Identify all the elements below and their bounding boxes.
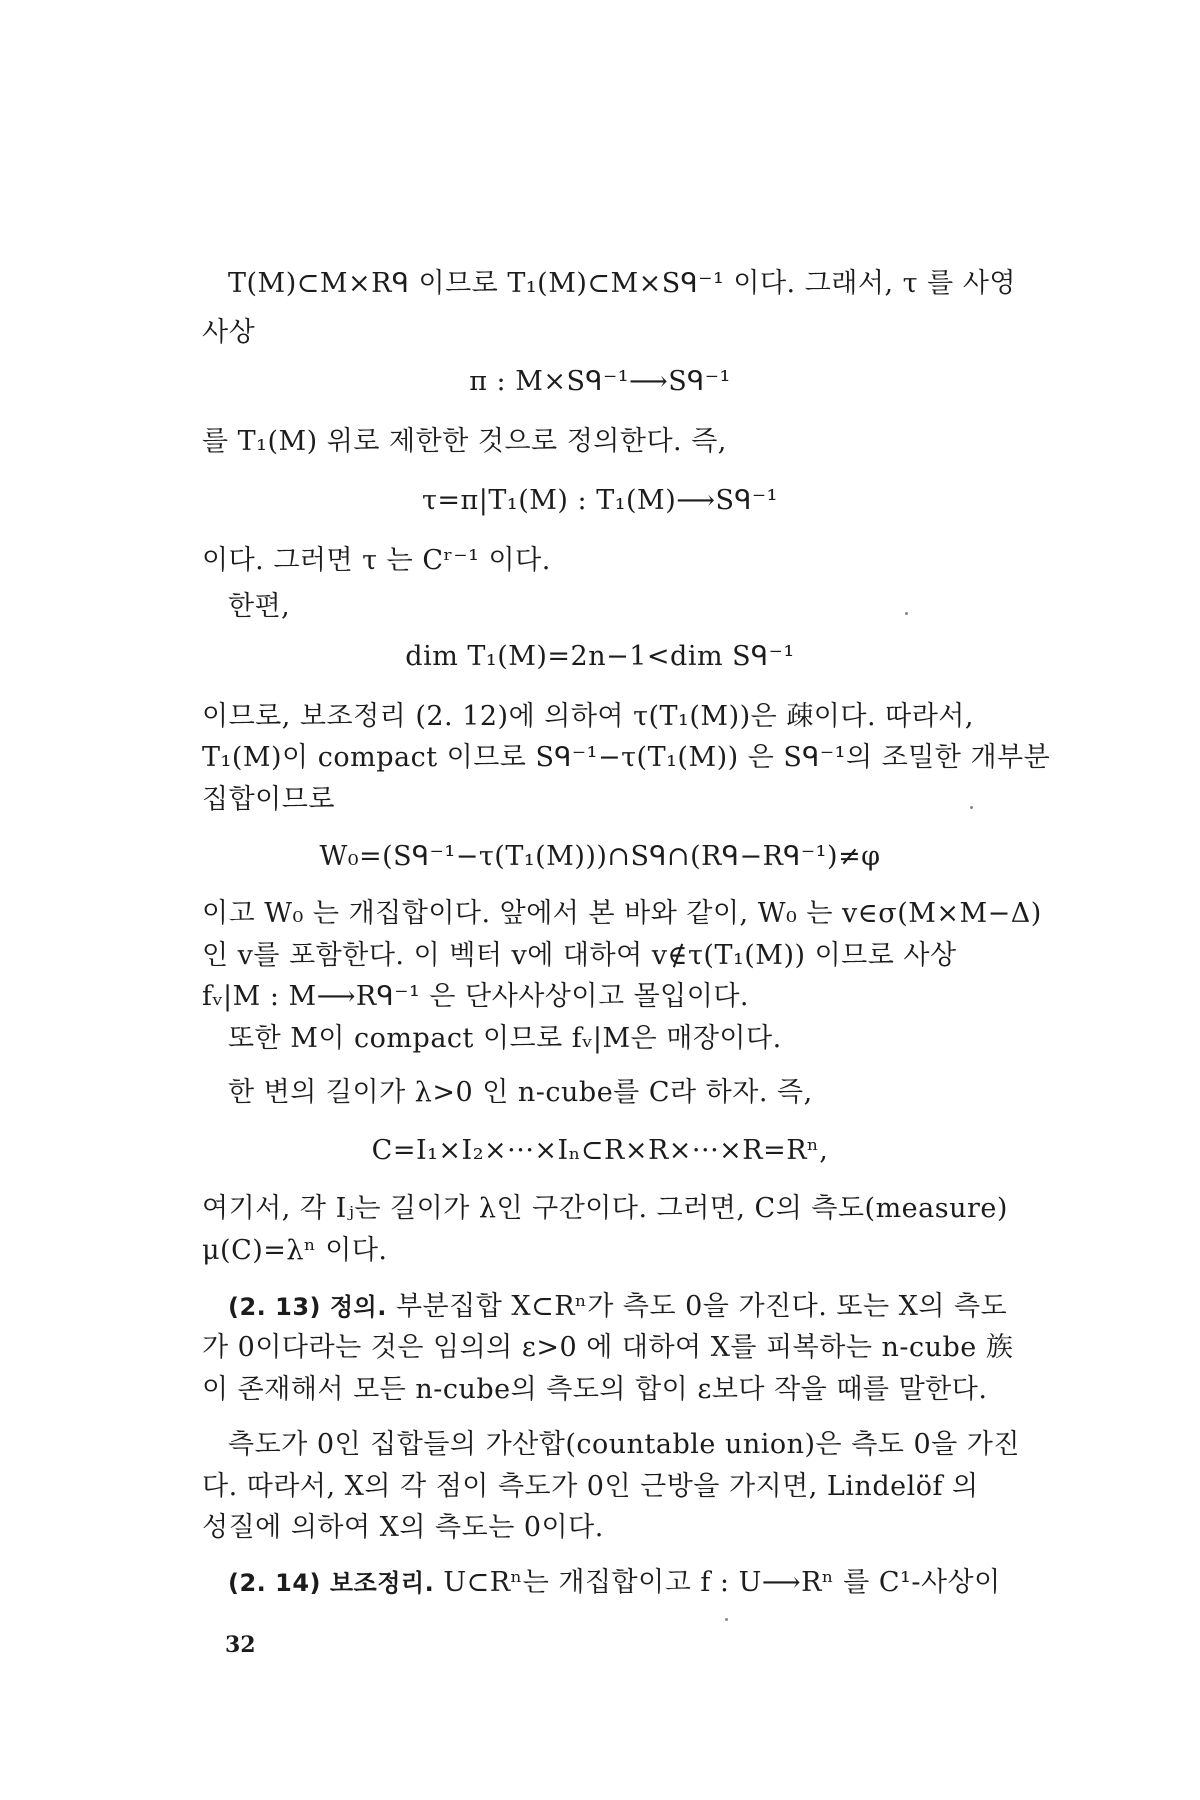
lemma-text: U⊂Rⁿ는 개집합이고 f : U⟶Rⁿ 를 C¹-사상이 bbox=[443, 1567, 1001, 1598]
text-line-20: 성질에 의하여 X의 측도는 0이다. bbox=[202, 1512, 604, 1543]
text-line-9: 이고 W₀ 는 개집합이다. 앞에서 본 바와 같이, W₀ 는 v∈σ(M×M−Δ) bbox=[202, 898, 1042, 929]
definition-text: 부분집합 X⊂Rⁿ가 측도 0을 가진다. 또는 X의 측도 bbox=[395, 1291, 1008, 1322]
text-line-19: 다. 따라서, X의 각 점이 측도가 0인 근방을 가지면, Lindelöf 의 bbox=[202, 1471, 979, 1502]
text-line-8: 집합이므로 bbox=[202, 784, 335, 815]
page-number: 32 bbox=[225, 1632, 256, 1658]
equation-dim: dim T₁(M)=2n−1<dim Sᑫ⁻¹ bbox=[405, 641, 795, 672]
equation-w0: W₀=(Sᑫ⁻¹−τ(T₁(M)))∩Sᑫ∩(Rᑫ−Rᑫ⁻¹)≠φ bbox=[319, 841, 881, 872]
text-line-13: 한 변의 길이가 λ>0 인 n-cube를 C라 하자. 즉, bbox=[228, 1077, 813, 1108]
text-line-15: μ(C)=λⁿ 이다. bbox=[202, 1235, 388, 1266]
text-line-4: 이다. 그러면 τ 는 Cʳ⁻¹ 이다. bbox=[202, 545, 551, 576]
scan-speck bbox=[725, 1618, 728, 1621]
text-line-14: 여기서, 각 Iⱼ는 길이가 λ인 구간이다. 그러면, C의 측도(measure) bbox=[202, 1193, 1008, 1224]
text-line-10: 인 v를 포함한다. 이 벡터 v에 대하여 v∉τ(T₁(M)) 이므로 사상 bbox=[202, 940, 957, 971]
text-line-6: 이므로, 보조정리 (2. 12)에 의하여 τ(T₁(M))은 疎이다. 따라서, bbox=[202, 701, 974, 732]
scan-speck bbox=[905, 612, 908, 615]
text-line-17: 이 존재해서 모든 n-cube의 측도의 합이 ε보다 작을 때를 말한다. bbox=[202, 1374, 988, 1405]
text-line-3: 를 T₁(M) 위로 제한한 것으로 정의한다. 즉, bbox=[202, 426, 727, 457]
text-line-2: 사상 bbox=[202, 317, 256, 348]
lemma-2-14 bbox=[228, 1566, 1001, 1600]
text-line-11: fᵥ|M : M⟶Rᑫ⁻¹ 은 단사사상이고 몰입이다. bbox=[202, 981, 750, 1012]
text-line-12: 또한 M이 compact 이므로 fᵥ|M은 매장이다. bbox=[228, 1023, 782, 1054]
equation-cube: C=I₁×I₂×···×Iₙ⊂R×R×···×R=Rⁿ, bbox=[371, 1135, 829, 1166]
text-line-18: 측도가 0인 집합들의 가산합(countable union)은 측도 0을 가진 bbox=[228, 1429, 1020, 1460]
lemma-label: (2. 14) 보조정리. bbox=[228, 1569, 435, 1597]
equation-tau: τ=π|T₁(M) : T₁(M)⟶Sᑫ⁻¹ bbox=[421, 485, 778, 516]
equation-projection: π : M×Sᑫ⁻¹⟶Sᑫ⁻¹ bbox=[469, 366, 731, 397]
text-line-1: T(M)⊂M×Rᑫ 이므로 T₁(M)⊂M×Sᑫ⁻¹ 이다. 그래서, τ 를 사영 bbox=[228, 268, 1016, 299]
definition-2-13 bbox=[228, 1290, 1007, 1324]
text-line-7: T₁(M)이 compact 이므로 Sᑫ⁻¹−τ(T₁(M)) 은 Sᑫ⁻¹의 조밀한 개부분 bbox=[202, 742, 1051, 773]
text-line-16: 가 0이다라는 것은 임의의 ε>0 에 대하여 X를 피복하는 n-cube 族 bbox=[202, 1332, 1014, 1363]
text-line-5: 한편, bbox=[228, 591, 291, 622]
scan-speck bbox=[970, 806, 973, 809]
definition-label: (2. 13) 정의. bbox=[228, 1293, 387, 1321]
